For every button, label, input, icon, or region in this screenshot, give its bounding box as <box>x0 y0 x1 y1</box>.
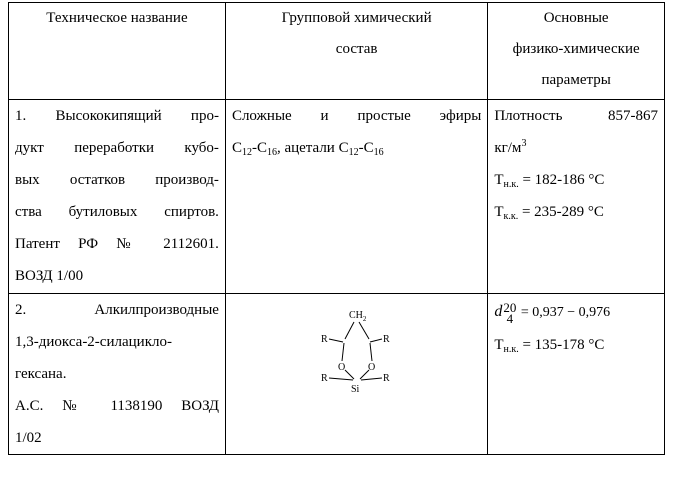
temperature-value: = 182-186 °C <box>518 172 605 188</box>
row1-composition-cell <box>225 100 487 294</box>
temperature-symbol: T <box>494 204 504 220</box>
row2-name-line: 1/02 <box>15 430 42 446</box>
bond <box>345 370 354 379</box>
density-unit-text: кг/м <box>494 140 522 156</box>
header-parameters <box>488 3 665 100</box>
density-unit-exponent: 3 <box>521 138 527 149</box>
temperature-value: = 235-289 °C <box>518 204 604 220</box>
bond <box>370 339 382 342</box>
density-unit <box>494 132 658 164</box>
r-label: R <box>382 373 390 384</box>
row1-name-line: ВОЗД 1/00 <box>15 268 84 284</box>
density-value: = 0,937 − 0,976 <box>517 305 611 320</box>
formula-subscript: 12 <box>348 147 359 158</box>
header-parameters-line3: параметры <box>541 72 611 88</box>
formula-text: -C <box>251 140 267 156</box>
bond <box>329 378 353 380</box>
bond <box>360 370 369 379</box>
r-label: R <box>320 373 328 384</box>
row1-name-line: вых остатков производ- <box>15 172 219 188</box>
row2-name-line: 1,3-диокса-2-силацикло- <box>15 334 172 350</box>
formula-subscript: 16 <box>266 147 277 158</box>
row1-parameters-cell <box>488 100 665 294</box>
row2-parameters-cell <box>488 294 665 455</box>
header-parameters-line1: Основные <box>543 10 609 26</box>
row1-name-line: Патент РФ № 2112601. <box>15 236 219 252</box>
row1-name-line: дукт переработки кубо- <box>15 140 219 156</box>
row1-composition-line1: Сложные и простые эфиры <box>231 108 482 124</box>
row2-name-cell <box>9 294 226 455</box>
density-indices <box>503 299 517 326</box>
temperature-subscript: к.к. <box>503 211 519 222</box>
bond <box>361 378 382 380</box>
temperature-subscript: н.к. <box>503 344 519 355</box>
bond <box>342 343 344 361</box>
row2-name-line: гексана. <box>15 366 67 382</box>
formula-text: , ацетали C <box>276 140 349 156</box>
table-row <box>9 100 665 294</box>
boiling-start <box>494 329 658 361</box>
temperature-symbol: T <box>494 337 504 353</box>
row1-name-line: ства бутиловых спиртов. <box>15 204 219 220</box>
properties-table <box>8 2 665 455</box>
header-parameters-line2: физико-химические <box>512 41 640 57</box>
formula-text: -C <box>358 140 374 156</box>
row1-name-cell <box>9 100 226 294</box>
silicon-label: Si <box>350 384 359 395</box>
bond <box>345 322 354 339</box>
formula-text: C <box>231 140 242 156</box>
density-symbol: d <box>494 303 503 320</box>
header-technical-name-text: Техническое название <box>46 10 188 26</box>
temperature-subscript: н.к. <box>503 179 519 190</box>
ch2-label: $CH_2$ <box>348 310 367 323</box>
boiling-start <box>494 164 658 196</box>
header-composition <box>225 3 487 100</box>
density-formula <box>494 294 658 329</box>
bond <box>329 339 343 342</box>
boiling-end <box>494 196 658 228</box>
r-label: R <box>382 334 390 345</box>
table-row <box>9 294 665 455</box>
header-row <box>9 3 665 100</box>
density-subscript: 4 <box>506 310 514 326</box>
density-superscript: 20 <box>503 299 517 315</box>
row2-structure-cell <box>225 294 487 455</box>
bond <box>370 343 372 361</box>
row1-composition-line2 <box>232 132 481 164</box>
row1-name-line: 1. Высококипящий про- <box>15 108 219 124</box>
header-technical-name <box>9 3 226 100</box>
row2-name-line: А.С. № 1138190 ВОЗД <box>15 398 219 414</box>
oxygen-label: O <box>337 362 345 373</box>
temperature-value: = 135-178 °C <box>518 337 605 353</box>
oxygen-label: O <box>367 362 375 373</box>
row2-name-line: 2. Алкилпроизводные <box>15 302 219 318</box>
formula-subscript: 16 <box>373 147 384 158</box>
formula-subscript: 12 <box>241 147 252 158</box>
density-label: Плотность 857-867 <box>494 108 658 124</box>
header-composition-line2: состав <box>335 41 378 57</box>
bond <box>359 322 369 339</box>
temperature-symbol: T <box>494 172 504 188</box>
header-composition-line1: Групповой химический <box>281 10 432 26</box>
r-label: R <box>320 334 328 345</box>
dioxasilacyclohexane-structure <box>307 306 407 424</box>
